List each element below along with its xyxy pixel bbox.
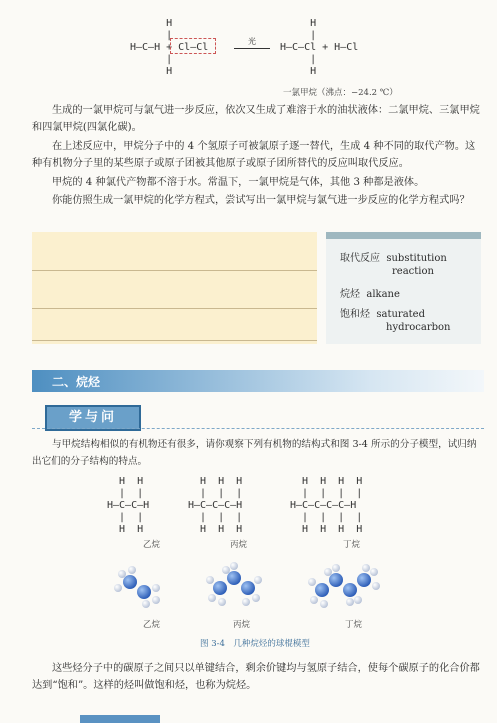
model-label: 乙烷 bbox=[143, 620, 161, 630]
product-struct: H | H—C—Cl + H—Cl | H bbox=[280, 18, 359, 77]
figure-caption: 图 3-4 几种烷烃的球棍模型 bbox=[200, 639, 310, 649]
reaction-equation bbox=[130, 18, 390, 78]
glossary-item: 烷烃 alkane bbox=[340, 289, 400, 300]
model-label: 丙烷 bbox=[233, 620, 251, 630]
methane-struct: H | H—C—H + Cl—Cl | H bbox=[130, 18, 209, 77]
ethane-model bbox=[114, 566, 160, 608]
paragraph-3: 甲烷的 4 种氯代产物都不溶于水。常温下，一氯甲烷是气体，其他 3 种都是液体。 bbox=[52, 177, 425, 188]
page-footer-strip bbox=[0, 711, 497, 723]
propane-struct: H H H | | | H—C—C—C—H | | | H H H bbox=[188, 476, 243, 535]
molecule-label: 丙烷 bbox=[230, 540, 248, 550]
ball-stick-models bbox=[100, 560, 400, 615]
paragraph-4: 你能仿照生成一氯甲烷的化学方程式，尝试写出一氯甲烷与氯气进一步反应的化学方程式吗？ bbox=[52, 195, 470, 206]
section-title: 二、烷烃 bbox=[52, 375, 101, 389]
paragraph-1: 生成的一氯甲烷可与氯气进一步反应，依次又生成了难溶于水的油状液体：二氯甲烷、三氯甲烷和四氯甲烷(四氯化碳)。 bbox=[32, 105, 480, 133]
glossary-bar bbox=[326, 232, 481, 239]
dashed-divider bbox=[32, 428, 484, 429]
glossary-item: 取代反应 substitution reaction bbox=[340, 253, 447, 277]
molecule-label: 乙烷 bbox=[143, 540, 161, 550]
butane-struct: H H H H | | | | H—C—C—C—C—H | | | | H H H H bbox=[290, 476, 363, 535]
writing-area[interactable] bbox=[32, 232, 317, 344]
propane-model bbox=[206, 562, 262, 606]
reaction-caption: 一氯甲烷（沸点：−24.2 ℃） bbox=[283, 88, 398, 98]
study-box: 学与问 bbox=[45, 405, 141, 431]
paragraph-2: 在上述反应中，甲烷分子中的 4 个氢原子可被氯原子逐一替代，生成 4 种不同的取代产物。这种有机物分子里的某些原子或原子团被其他原子或原子团所替代的反应叫取代反应。 bbox=[32, 141, 476, 169]
dashed-box bbox=[170, 38, 216, 54]
section-header bbox=[32, 370, 484, 392]
butane-model bbox=[308, 564, 380, 608]
ethane-struct: H H | | H—C—C—H | | H H bbox=[107, 476, 150, 535]
glossary-box bbox=[326, 232, 481, 344]
conclusion-text: 这些烃分子中的碳原子之间只以单键结合，剩余价键均与氢原子结合，使每个碳原子的化合价都达到“饱和”。这样的烃叫做饱和烃，也称为烷烃。 bbox=[32, 663, 480, 691]
model-label: 丁烷 bbox=[345, 620, 363, 630]
reaction-arrow: 光 bbox=[234, 36, 270, 49]
study-text: 与甲烷结构相似的有机物还有很多，请你观察下列有机物的结构式和图 3-4 所示的分子模型，试归纳出它们的分子结构的特点。 bbox=[32, 439, 477, 467]
molecule-label: 丁烷 bbox=[343, 540, 361, 550]
glossary-item: 饱和烃 saturated hydrocarbon bbox=[340, 309, 451, 333]
